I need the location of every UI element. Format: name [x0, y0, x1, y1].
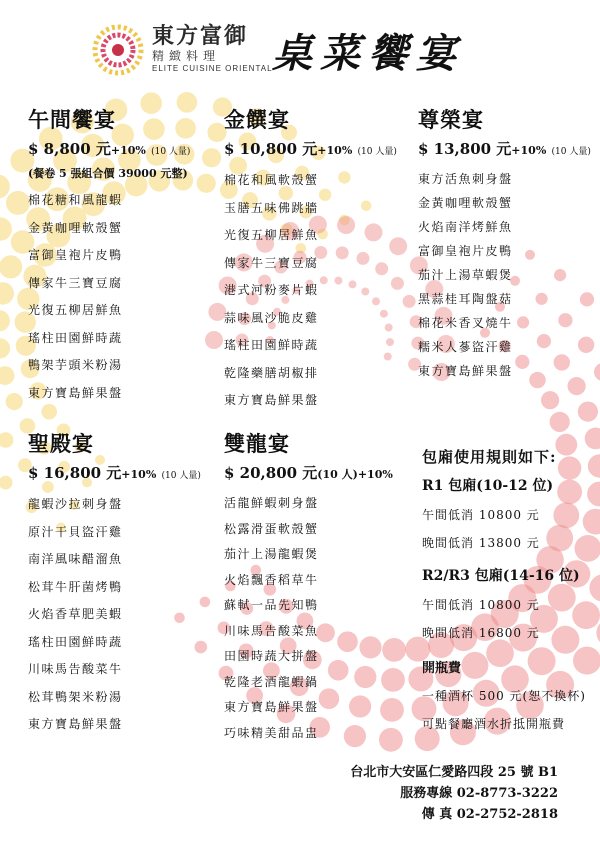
rule-line: 午間低消 10800 元 — [422, 508, 540, 522]
price-fee: +10% — [317, 144, 353, 157]
menu-item: 乾隆老酒龍蝦鍋 — [224, 674, 319, 689]
decorative-dot — [200, 597, 211, 608]
menu-item: 富御皇袍片皮鴨 — [28, 248, 123, 262]
menu-item: 火焰飄香稻草牛 — [224, 572, 319, 587]
menu-item: 火焰香草肥美蝦 — [28, 607, 123, 621]
decorative-dot — [0, 282, 14, 304]
decorative-dot — [0, 217, 12, 241]
menu-items — [28, 187, 190, 407]
menu-item: 原汁干貝盜汗雞 — [28, 524, 123, 539]
decorative-dot — [0, 432, 13, 448]
menu-item: 松茸鴨架米粉湯 — [28, 689, 123, 704]
fax-number: 傳 真 02-2752-2818 — [421, 807, 558, 822]
decorative-dot — [197, 174, 216, 193]
brand-name: 東方富御 — [152, 23, 249, 49]
menu-item: 傳家牛三寶豆腐 — [224, 255, 319, 270]
menu-item: 黑蒜桂耳陶盤菇 — [418, 292, 513, 306]
decorative-dot — [0, 255, 22, 278]
decorative-dot — [585, 428, 600, 450]
menu-item: 田園時蔬大拼盤 — [224, 649, 319, 663]
decorative-dot — [578, 402, 598, 422]
menu-item: 港式河粉麥片蝦 — [224, 283, 319, 297]
menu-item: 玉膳五味佛跳牆 — [224, 200, 319, 215]
menu-item: 茄汁上湯龍蝦煲 — [224, 547, 319, 561]
voucher-note: (餐卷 5 張組合價 39000 元整) — [28, 167, 188, 180]
menu-item: 東方寶島鮮果盤 — [418, 364, 513, 378]
decorative-dot — [6, 393, 23, 410]
menu-item: 瑤柱田園鮮時蔬 — [28, 634, 123, 649]
price-fee: +10% — [121, 468, 157, 481]
header — [92, 20, 532, 82]
menu-item: 東方寶島鮮果盤 — [224, 700, 319, 714]
menu-item: 鴨架芋頭米粉湯 — [28, 358, 123, 372]
room-r2r3-title: R2/R3 包廂(14-16 位) — [422, 568, 580, 584]
menu-item: 活龍鮮蝦刺身盤 — [224, 496, 319, 510]
price-fee: +10% — [110, 144, 146, 157]
brand-english: ELITE CUISINE ORIENTAL — [152, 64, 273, 73]
price-people: (10 人量) — [551, 147, 591, 157]
menu-title: 午間饗宴 — [28, 107, 116, 132]
decorative-dot — [0, 338, 10, 358]
decorative-dot — [541, 391, 559, 409]
address: 台北市大安區仁愛路四段 25 號 B1 — [350, 765, 558, 780]
menu-item: 火焰南洋烤鮮魚 — [418, 220, 513, 234]
menu-title: 尊榮宴 — [418, 107, 484, 132]
menu-item: 金黃咖哩軟殼蟹 — [28, 220, 123, 235]
menu-price — [224, 138, 397, 159]
price-amount: $ 10,800 元 — [224, 140, 318, 158]
decorative-dot — [0, 476, 13, 490]
menu-title: 金饌宴 — [224, 107, 290, 132]
brand-logo-icon — [92, 24, 144, 76]
rule-line: 午間低消 10800 元 — [422, 598, 540, 612]
price-people: (10 人量) — [357, 147, 397, 157]
decorative-dot — [589, 574, 600, 601]
decorative-dot — [0, 366, 14, 385]
menu-item: 東方活魚刺身盤 — [418, 172, 513, 186]
private-room-rules — [422, 446, 586, 738]
decorative-dot — [594, 363, 600, 381]
menu-items — [224, 491, 393, 746]
menu-title: 雙龍宴 — [224, 431, 290, 456]
menu-lunch-banquet — [28, 104, 190, 407]
decorative-dot — [0, 310, 10, 331]
menu-price — [224, 462, 393, 483]
price-fee: +10% — [511, 144, 547, 157]
decorative-dot — [550, 412, 570, 432]
menu-price — [418, 138, 591, 159]
menu-item: 富御皇袍片皮鴨 — [418, 244, 513, 258]
menu-item: 金黃咖哩軟殼蟹 — [418, 196, 513, 210]
menu-palace-banquet — [28, 428, 201, 739]
price-amount: $ 8,800 元 — [28, 140, 111, 158]
menu-price — [28, 138, 190, 159]
rule-line: 晚間低消 16800 元 — [422, 626, 540, 640]
menu-golden-banquet — [224, 104, 397, 415]
service-phone: 服務專線 02-8773-3222 — [400, 786, 558, 801]
menu-item: 瑤柱田園鮮時蔬 — [224, 338, 319, 352]
price-people: (10 人) — [317, 468, 358, 481]
menu-items — [224, 167, 397, 415]
menu-item: 東方寶島鮮果盤 — [28, 385, 123, 400]
decorative-dot — [588, 454, 600, 477]
corkage-line: 一種酒杯 500 元(恕不換杯) — [422, 689, 586, 703]
menu-item: 蒜味風沙脆皮雞 — [224, 310, 319, 325]
menu-item: 南洋風味醋溜魚 — [28, 552, 123, 566]
menu-item: 松露滑蛋軟殼蟹 — [224, 521, 319, 536]
menu-item: 蘇軾一品先知鴨 — [224, 598, 319, 612]
menu-item: 龍蝦沙拉刺身盤 — [28, 497, 123, 511]
rules-title: 包廂使用規則如下: — [422, 448, 557, 466]
price-fee: +10% — [357, 468, 393, 481]
menu-item: 傳家牛三寶豆腐 — [28, 275, 123, 290]
decorative-dot — [202, 148, 221, 167]
menu-items — [28, 491, 201, 739]
price-people: (10 人量) — [151, 147, 191, 157]
brand-subtitle: 精緻料理 — [152, 49, 221, 63]
contact-footer — [350, 762, 558, 825]
page-title: 桌菜饗宴 — [272, 30, 464, 77]
decorative-dot — [0, 175, 10, 199]
menu-item: 光復五柳居鮮魚 — [224, 228, 319, 242]
menu-item: 松茸牛肝菌烤鴨 — [28, 579, 123, 594]
menu-item: 棉花糖和風龍蝦 — [28, 193, 123, 207]
price-amount: $ 13,800 元 — [418, 140, 512, 158]
menu-items — [418, 167, 591, 383]
menu-item: 茄汁上湯草蝦煲 — [418, 268, 513, 282]
price-amount: $ 16,800 元 — [28, 464, 122, 482]
menu-item: 川味馬告酸菜魚 — [224, 623, 319, 638]
menu-item: 棉花和風軟殼蟹 — [224, 173, 319, 187]
menu-item: 糯米人蔘盜汗雞 — [418, 340, 513, 354]
decorative-dot — [205, 331, 223, 349]
decorative-dot — [6, 191, 30, 215]
menu-item: 光復五柳居鮮魚 — [28, 303, 123, 317]
room-r1-title: R1 包廂(10-12 位) — [422, 478, 554, 494]
corkage-title: 開瓶費 — [422, 661, 462, 676]
menu-title: 聖殿宴 — [28, 431, 94, 456]
price-amount: $ 20,800 元 — [224, 464, 318, 482]
decorative-dot — [403, 295, 416, 308]
menu-item: 巧味精美甜品盅 — [224, 725, 319, 740]
menu-double-dragon-banquet — [224, 428, 393, 746]
corkage-line: 可點餐廳酒水折抵開瓶費 — [422, 717, 566, 731]
rule-line: 晚間低消 13800 元 — [422, 536, 540, 550]
menu-item: 棉花米香叉燒牛 — [418, 316, 513, 330]
menu-item: 東方寶島鮮果盤 — [28, 717, 123, 731]
price-people: (10 人量) — [161, 471, 201, 481]
menu-price — [28, 462, 201, 483]
menu-premier-banquet — [418, 104, 591, 383]
menu-item: 川味馬告酸菜牛 — [28, 662, 123, 676]
menu-item: 乾隆藥膳胡椒排 — [224, 365, 319, 380]
menu-item: 瑤柱田園鮮時蔬 — [28, 330, 123, 345]
decorative-dot — [587, 482, 600, 507]
menu-item: 東方寶島鮮果盤 — [224, 393, 319, 407]
brand-block — [152, 24, 273, 74]
